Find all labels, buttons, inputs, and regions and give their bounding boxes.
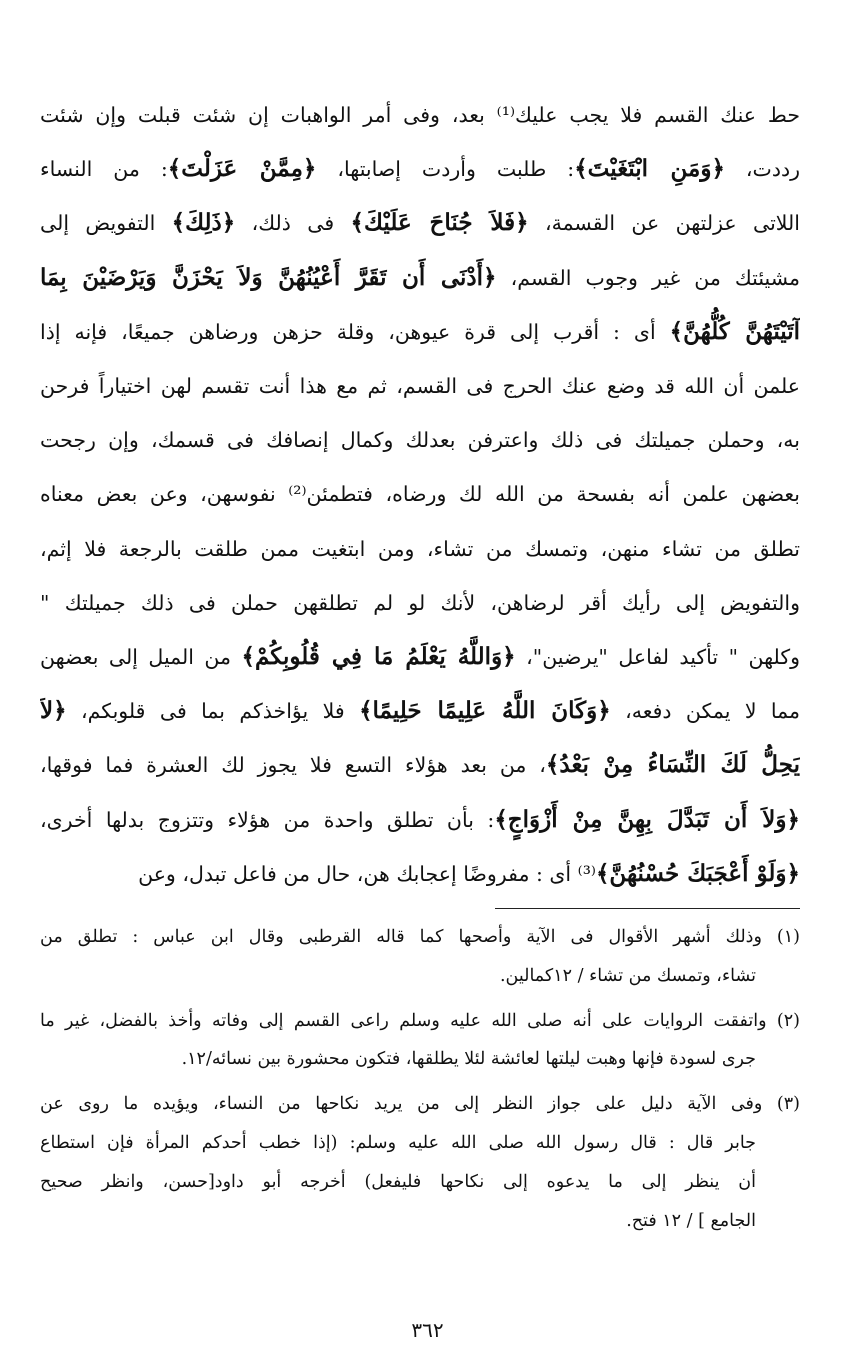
footnote-separator: [495, 908, 800, 909]
footnote-line: تشاء، وتمسك من تشاء / ١٢كمالين.: [499, 965, 756, 986]
footnote-line: (٢) واتفقت الروايات على أنه صلى الله عليه وسلم راعى القسم إلى وفاته وأخذ بالفضل، غير ما: [40, 1010, 800, 1031]
text-line: به، وحملن جميلتك فى ذلك واعترفن بعدلك وكمال إنصافك فى قسمك، وإن رجحت: [40, 428, 800, 453]
text-line: آتَيْتَهُنَّ كُلُّهُنَّ﴾ أى : أقرب إلى قرة عيوهن، وقلة حزهن ورضاهن جميعًا، فإنه إذا: [40, 317, 800, 345]
footnote-line: (١) وذلك أشهر الأقوال فى الآية وأصحها كما قاله القرطبى وقال ابن عباس : تطلق من: [40, 927, 800, 947]
text-line: حط عنك القسم فلا يجب عليك⁽¹⁾ بعد، وفى أمر الواهبات إن شئت قبلت وإن شئت: [40, 103, 800, 127]
footnote-line: جرى لسودة فإنها وهبت ليلتها لعائشة لئلا يطلقها، فتكون محشورة بين نسائه/١٢.: [181, 1049, 756, 1070]
footnote-1: [40, 918, 800, 996]
footnote-2: [40, 1002, 800, 1080]
text-line: ﴿وَلاَ أَن تَبَدَّلَ بِهِنَّ مِنْ أَزْوَاجٍ﴾: بأن تطلق واحدة من هؤلاء وتتزوج بدلها أخرى،: [40, 805, 800, 833]
text-line: مشيئتك من غير وجوب القسم، ﴿أَدْنَى أَن تَقَرَّ أَعْيُنُهُنَّ وَلاَ يَحْزَنَّ وَيَرْضَيْنَ بِمَا: [40, 263, 800, 291]
text-line: ﴿وَلَوْ أَعْجَبَكَ حُسْنُهُنَّ﴾⁽³⁾ أى : مفروضًا إعجابك هن، حال من فاعل تبدل، وعن: [138, 859, 800, 887]
text-line: علمن أن الله قد وضع عنك الحرج فى القسم، ثم مع هذا أنت تقسم لهن اختياراً فرحن: [40, 374, 800, 399]
footnotes: [40, 918, 800, 1240]
text-line: يَحِلُّ لَكَ النِّسَاءُ مِنْ بَعْدُ﴾، من بعد هؤلاء التسع فلا يجوز لك العشرة فما فوقها،: [40, 751, 800, 779]
text-line: وكلهن " تأكيد لفاعل "يرضين"، ﴿وَاللَّهُ يَعْلَمُ مَا فِي قُلُوبِكُمْ﴾ من الميل إلى بعضهن: [40, 643, 800, 671]
footnote-3: [40, 1085, 800, 1240]
footnote-line: (٣) وفى الآية دليل على جواز النظر إلى من يريد نكاحها من النساء، ويؤيده ما روى عن: [40, 1094, 800, 1115]
text-line: تطلق من تشاء منهن، وتمسك من تشاء، ومن ابتغيت ممن طلقت بالرجعة فلا إثم،: [40, 536, 800, 561]
text-line: بعضهن علمن أنه بفسحة من الله لك ورضاه، فتطمئن⁽²⁾ نفوسهن، وعن بعض معناه: [40, 482, 800, 507]
footnote-line: أن ينظر إلى ما يدعوه إلى نكاحها فليفعل) أخرجه أبو داود[حسن، وانظر صحيح: [40, 1171, 756, 1192]
text-line: اللاتى عزلتهن عن القسمة، ﴿فَلاَ جُنَاحَ عَلَيْكَ﴾ فى ذلك، ﴿ذَلِكَ﴾ التفويض إلى: [40, 209, 800, 237]
main-text: [40, 88, 800, 901]
text-line: مما لا يمكن دفعه، ﴿وَكَانَ اللَّهُ عَلِيمًا حَلِيمًا﴾ فلا يؤاخذكم بما فى قلوبكم، ﴿لاَ: [40, 697, 800, 725]
text-line: رددت، ﴿وَمَنِ ابْتَغَيْتَ﴾: طلبت وأردت إصابتها، ﴿مِمَّنْ عَزَلْتَ﴾: من النساء: [40, 155, 800, 183]
page-number: ٣٦٢: [411, 1318, 444, 1342]
footnote-line: الجامع ] / ١٢ فتح.: [626, 1210, 756, 1231]
footnote-line: جابر قال : قال رسول الله صلى الله عليه وسلم: (إذا خطب أحدكم المرأة فإن استطاع: [40, 1132, 756, 1153]
text-line: والتفويض إلى رأيك أقر لرضاهن، لأنك لو لم تطلقهن حملن فى ذلك جميلتك ": [40, 590, 800, 615]
